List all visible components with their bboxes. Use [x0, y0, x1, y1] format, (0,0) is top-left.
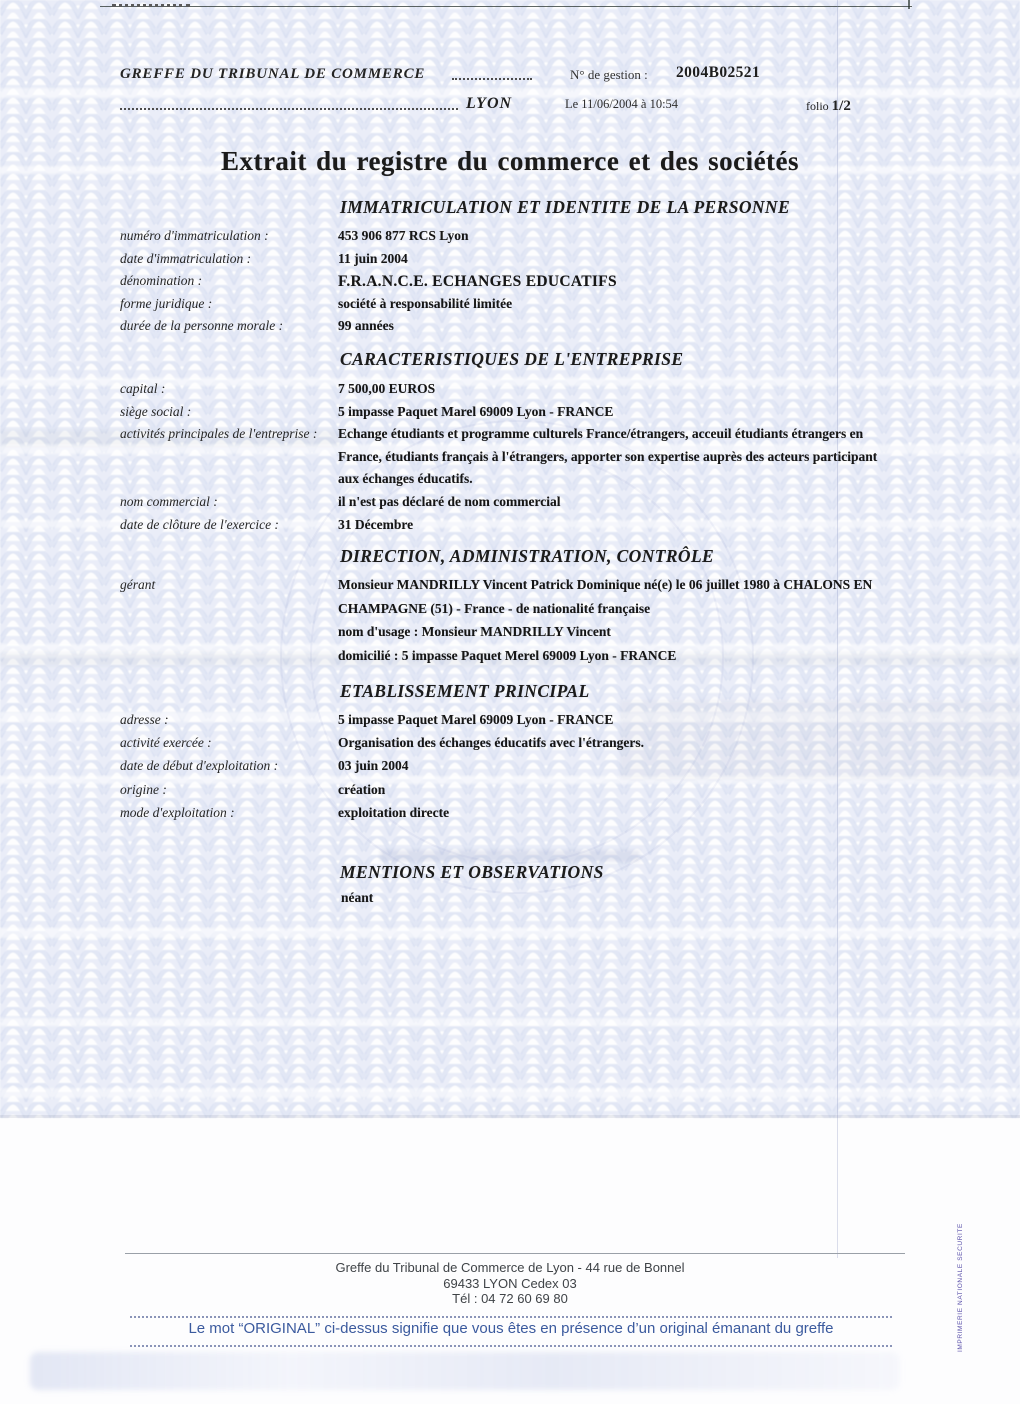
section-heading-direction: DIRECTION, ADMINISTRATION, CONTRÔLE — [340, 546, 715, 566]
field-row — [0, 890, 1020, 913]
folio-value: 1/2 — [831, 98, 851, 114]
top-scan-line — [100, 6, 912, 7]
scan-band — [0, 1018, 1020, 1026]
field-value: 5 impasse Paquet Marel 69009 Lyon - FRANCE — [338, 403, 614, 419]
field-label: mode d'exploitation : — [120, 804, 235, 820]
field-label: gérant — [120, 577, 156, 592]
field-value: Monsieur MANDRILLY Vincent Patrick Dominique né(e) le 06 juillet 1980 à CHALONS EN — [338, 577, 873, 592]
gestion-number-label: N° de gestion : — [570, 67, 648, 82]
field-value: néant — [341, 890, 374, 905]
field-value: exploitation directe — [338, 804, 450, 820]
field-row — [0, 758, 1020, 781]
field-label: activités principales de l'entreprise : — [120, 426, 318, 442]
gestion-number-value: 2004B02521 — [676, 64, 761, 81]
section-immatriculation — [0, 228, 1020, 341]
field-row — [0, 735, 1020, 758]
field-value-continuation: domicilié : 5 impasse Paquet Merel 69009 Lyon - FRANCE — [338, 647, 677, 663]
pattern-edge — [0, 1115, 1020, 1118]
field-row — [0, 251, 1020, 274]
section-heading-immatriculation: IMMATRICULATION ET IDENTITE DE LA PERSONNE — [340, 197, 791, 217]
field-label: date d'immatriculation : — [120, 250, 252, 266]
field-row — [0, 404, 1020, 427]
field-label: siège social : — [120, 403, 192, 419]
field-row — [0, 318, 1020, 341]
field-label: durée de la personne morale : — [120, 318, 284, 334]
field-value-continuation: France, étudiants français à l'étrangers, apporter son expertise auprès des acteurs participant — [338, 448, 878, 464]
section-direction — [0, 577, 1020, 671]
field-label: date de clôture de l'exercice : — [120, 516, 279, 532]
field-value-continuation: nom d'usage : Monsieur MANDRILLY Vincent — [338, 624, 611, 639]
field-row — [0, 381, 1020, 404]
cropped-text-fragment — [112, 0, 190, 7]
field-value-continuation: CHAMPAGNE (51) - France - de nationalité française — [338, 600, 651, 616]
field-row — [0, 471, 1020, 494]
field-value: 453 906 877 RCS Lyon — [338, 228, 469, 243]
field-row — [0, 712, 1020, 735]
dotted-leader — [120, 108, 458, 110]
field-label: adresse : — [120, 712, 169, 727]
footer-address-line1: Greffe du Tribunal de Commerce de Lyon - 44 rue de Bonnel — [335, 1260, 685, 1275]
field-value: création — [338, 781, 386, 797]
field-label: date de début d'exploitation : — [120, 758, 279, 774]
section-heading-caracteristiques: CARACTERISTIQUES DE L'ENTREPRISE — [340, 349, 684, 369]
footer-phone: Tél : 04 72 60 69 80 — [452, 1291, 568, 1306]
field-row — [0, 296, 1020, 319]
top-scan-tick — [908, 0, 910, 9]
field-value: F.R.A.N.C.E. ECHANGES EDUCATIFS — [338, 273, 617, 291]
field-value: 7 500,00 EUROS — [338, 381, 436, 396]
scan-band — [0, 1088, 1020, 1098]
court-name: GREFFE DU TRIBUNAL DE COMMERCE — [120, 66, 426, 82]
scan-band — [0, 928, 1020, 938]
field-row — [0, 517, 1020, 540]
field-row — [0, 426, 1020, 449]
field-value: 31 Décembre — [338, 516, 414, 532]
field-label: numéro d'immatriculation : — [120, 228, 269, 243]
field-label: nom commercial : — [120, 493, 218, 509]
field-value: Echange étudiants et programme culturels France/étrangers, acceuil étudiants étrangers en — [338, 426, 864, 442]
original-certification-note: Le mot “ORIGINAL” ci-dessus signifie que vous êtes en présence d’un original émanant du greffe — [188, 1320, 834, 1337]
field-value-continuation: aux échanges éducatifs. — [338, 471, 473, 487]
field-row — [0, 624, 1020, 648]
bottom-watermark-band — [30, 1352, 900, 1390]
field-row — [0, 273, 1020, 296]
section-mentions — [0, 890, 1020, 913]
field-value: société à responsabilité limitée — [338, 295, 513, 311]
field-value: Organisation des échanges éducatifs avec l'étrangers. — [338, 735, 644, 751]
note-dotted-line-bottom — [130, 1345, 892, 1347]
field-row — [0, 782, 1020, 805]
dotted-leader — [452, 78, 532, 80]
folio-indicator — [806, 98, 851, 115]
issue-date: Le 11/06/2004 à 10:54 — [565, 97, 679, 111]
field-label: dénomination : — [120, 273, 203, 289]
field-row — [0, 577, 1020, 601]
field-value: 11 juin 2004 — [338, 250, 408, 266]
field-label: activité exercée : — [120, 735, 212, 751]
field-label: forme juridique : — [120, 295, 213, 311]
field-label: capital : — [120, 381, 166, 396]
field-row — [0, 805, 1020, 828]
section-heading-mentions: MENTIONS ET OBSERVATIONS — [340, 862, 604, 882]
section-heading-etablissement: ETABLISSEMENT PRINCIPAL — [340, 681, 590, 701]
field-row — [0, 601, 1020, 625]
ghost-mirrored-imprint — [380, 850, 640, 862]
section-etablissement — [0, 712, 1020, 828]
field-value: 5 impasse Paquet Marel 69009 Lyon - FRANCE — [338, 712, 614, 727]
field-label: origine : — [120, 781, 167, 797]
field-row — [0, 648, 1020, 672]
field-value: il n'est pas déclaré de nom commercial — [338, 493, 561, 509]
field-value: 03 juin 2004 — [338, 758, 409, 774]
section-caracteristiques — [0, 381, 1020, 539]
field-value: 99 années — [338, 318, 394, 334]
document-title: Extrait du registre du commerce et des sociétés — [220, 146, 800, 176]
folio-label: folio — [806, 99, 829, 113]
court-city: LYON — [466, 95, 513, 112]
field-row — [0, 494, 1020, 517]
footer-rule — [125, 1253, 905, 1254]
footer-address-line2: 69433 LYON Cedex 03 — [443, 1276, 577, 1291]
field-row — [0, 228, 1020, 251]
field-row — [0, 449, 1020, 472]
note-dotted-line-top — [130, 1316, 892, 1318]
printer-security-side-text: IMPRIMERIE NATIONALE SECURITE — [957, 1223, 964, 1352]
